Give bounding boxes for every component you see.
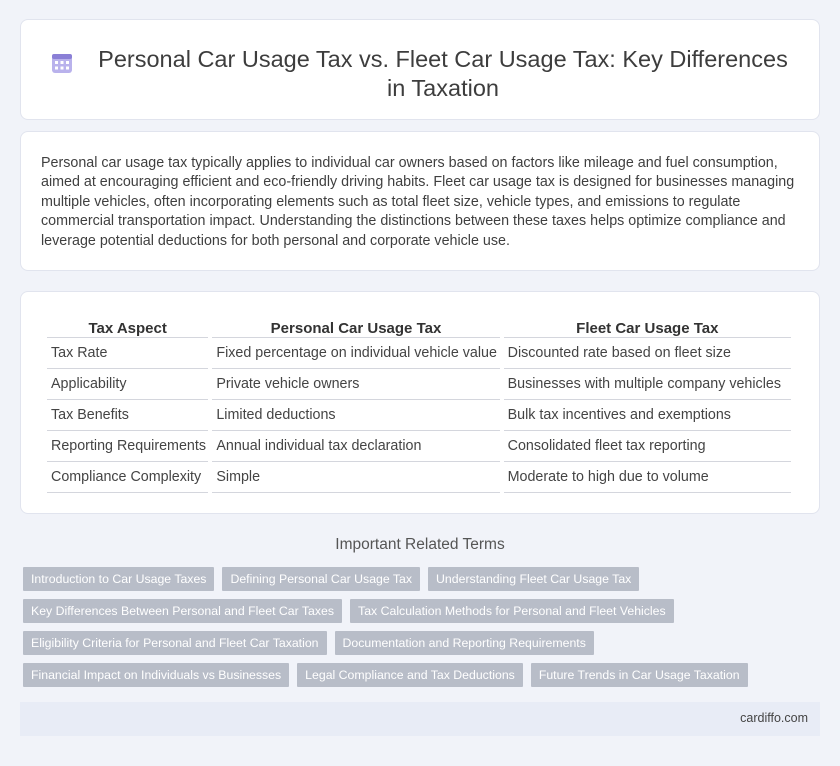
related-term-tag[interactable]: Key Differences Between Personal and Fleet Car Taxes — [23, 599, 342, 623]
related-terms-list — [23, 567, 823, 695]
related-term-tag[interactable]: Documentation and Reporting Requirements — [335, 631, 594, 655]
related-term-tag[interactable]: Introduction to Car Usage Taxes — [23, 567, 214, 591]
table-cell: Tax Benefits — [47, 400, 208, 431]
table-cell: Limited deductions — [212, 400, 499, 431]
table-cell: Reporting Requirements — [47, 431, 208, 462]
header-card — [20, 19, 820, 120]
related-term-tag[interactable]: Financial Impact on Individuals vs Businesses — [23, 663, 289, 687]
table-row — [47, 338, 791, 369]
footer-bar — [20, 702, 820, 736]
footer-brand-link[interactable]: cardiffo.com — [740, 711, 808, 725]
column-header-fleet: Fleet Car Usage Tax — [504, 316, 791, 338]
table-row — [47, 431, 791, 462]
related-term-tag[interactable]: Defining Personal Car Usage Tax — [222, 567, 420, 591]
table-cell: Compliance Complexity — [47, 462, 208, 493]
table-cell: Private vehicle owners — [212, 369, 499, 400]
related-term-tag[interactable]: Legal Compliance and Tax Deductions — [297, 663, 523, 687]
related-term-tag[interactable]: Tax Calculation Methods for Personal and Fleet Vehicles — [350, 599, 674, 623]
table-cell: Simple — [212, 462, 499, 493]
table-row — [47, 369, 791, 400]
comparison-table-card — [20, 291, 820, 514]
related-terms-heading: Important Related Terms — [335, 536, 505, 553]
table-cell: Fixed percentage on individual vehicle value — [212, 338, 499, 369]
calendar-grid-icon — [51, 52, 73, 74]
table-row — [47, 400, 791, 431]
related-term-tag[interactable]: Future Trends in Car Usage Taxation — [531, 663, 748, 687]
column-header-aspect: Tax Aspect — [47, 316, 208, 338]
intro-card — [20, 131, 820, 271]
page-title: Personal Car Usage Tax vs. Fleet Car Usage Tax: Key Differences in Taxation — [98, 46, 788, 101]
table-cell: Applicability — [47, 369, 208, 400]
related-term-tag[interactable]: Eligibility Criteria for Personal and Fleet Car Taxation — [23, 631, 327, 655]
table-cell: Bulk tax incentives and exemptions — [504, 400, 791, 431]
table-cell: Annual individual tax declaration — [212, 431, 499, 462]
table-header-row — [47, 316, 791, 338]
table-cell: Consolidated fleet tax reporting — [504, 431, 791, 462]
intro-paragraph: Personal car usage tax typically applies to individual car owners based on factors like mileage and fuel consumption, aimed at encouraging efficient and eco-friendly driving habits. Fleet car usage tax is designed for businesses managing multiple vehicles, often incorporating elements such as total fleet size, vehicle types, and emissions to regulate commercial transportation impact. Understanding the distinctions between these taxes helps optimize compliance and leverage potential deductions for both personal and corporate vehicle use. — [41, 155, 795, 249]
column-header-personal: Personal Car Usage Tax — [212, 316, 499, 338]
table-cell: Tax Rate — [47, 338, 208, 369]
related-term-tag[interactable]: Understanding Fleet Car Usage Tax — [428, 567, 639, 591]
table-cell: Businesses with multiple company vehicles — [504, 369, 791, 400]
table-cell: Discounted rate based on fleet size — [504, 338, 791, 369]
table-cell: Moderate to high due to volume — [504, 462, 791, 493]
table-row — [47, 462, 791, 493]
comparison-table — [43, 316, 795, 493]
